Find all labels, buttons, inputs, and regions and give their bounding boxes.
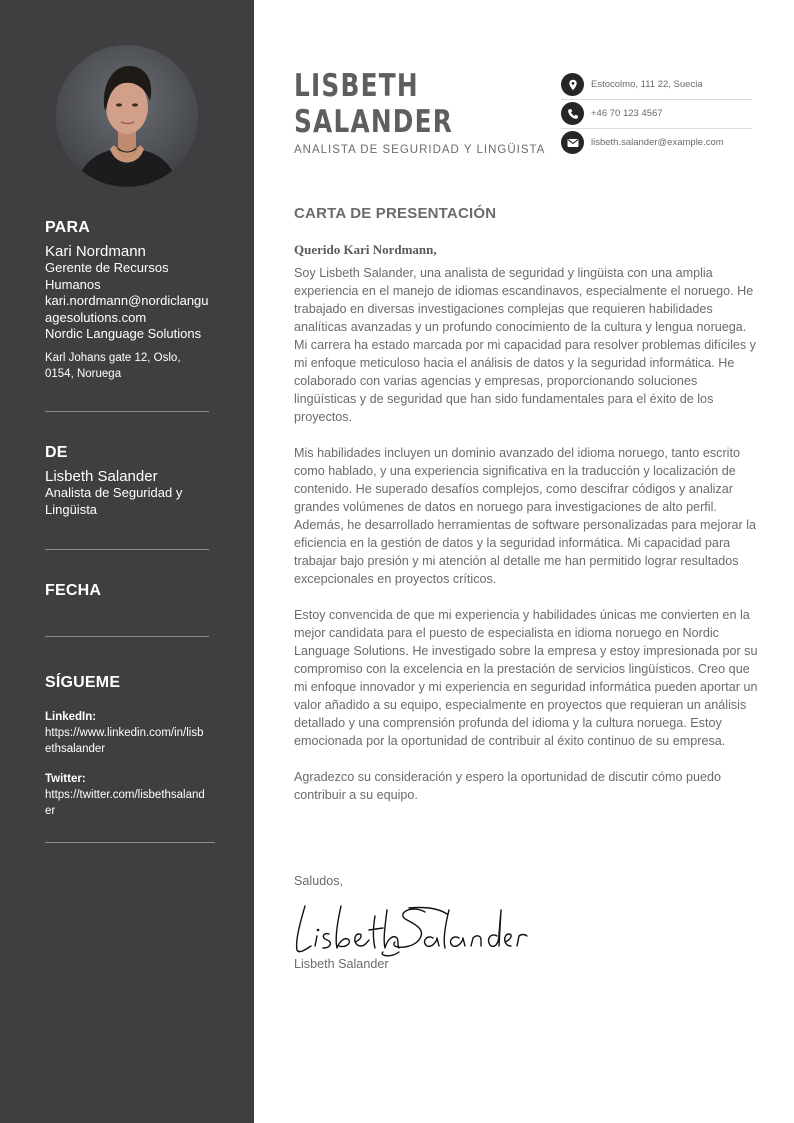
recipient-email[interactable]: kari.nordmann@nordiclanguagesolutions.com <box>45 293 209 325</box>
address-text: Estocolmo, 111 22, Suecia <box>591 79 703 90</box>
letter-paragraph: Soy Lisbeth Salander, una analista de seguridad y lingüista con una amplia experiencia en el manejo de idiomas escandinavos, especialmente el noruego. He trabajado en diversas investigaciones complejas que requieren habilidades analíticas avanzadas y un profundo conocimiento de la cultura y lengua noruega. Mi carrera ha estado marcada por mi capacidad para resolver problemas difíciles y mi enfoque meticuloso hacia el análisis de datos y la seguridad informática. He colaborado con varias agencias y empresas, proporcionando soluciones lingüísticas y de seguridad que han sido fundamentales para el éxito de los proyectos. <box>294 266 756 424</box>
letter-closing: Saludos, <box>294 874 344 888</box>
profile-photo <box>56 45 198 187</box>
sidebar <box>0 0 254 1123</box>
avatar <box>56 45 198 187</box>
job-title: ANALISTA DE SEGURIDAD Y LINGÜISTA <box>294 144 546 156</box>
handwritten-signature <box>291 896 531 965</box>
social-heading: SÍGUEME <box>45 674 121 691</box>
recipient-role: Gerente de Recursos Humanos <box>45 260 169 292</box>
sender-heading: DE <box>45 444 68 461</box>
envelope-icon <box>561 131 584 154</box>
linkedin-link[interactable]: https://www.linkedin.com/in/lisbethsalander <box>45 727 204 755</box>
phone-icon <box>561 102 584 125</box>
recipient-address: Karl Johans gate 12, Oslo, 0154, Noruega <box>45 351 181 380</box>
letter-paragraph: Estoy convencida de que mi experiencia y habilidades únicas me convierten en la mejor candidata para el puesto de especialista en idioma noruego en Nordic Language Solutions. He investigado sobre la empresa y estoy impresionada por su compromiso con la excelencia en la prestación de servicios lingüísticos. Creo que mi enfoque innovador y mi experiencia en seguridad informática pueden aportar un valor añadido a su equipo, especialmente en proyectos que requieran un análisis detallado y una comprensión profunda del idioma y la cultura noruega. Estoy emocionada por la oportunidad de contribuir al éxito continuo de su empresa. <box>294 608 758 748</box>
letter-title: CARTA DE PRESENTACIÓN <box>294 205 497 222</box>
sender-role: Analista de Seguridad y Lingüista <box>45 485 183 517</box>
sender-name: Lisbeth Salander <box>45 468 158 485</box>
letter-paragraph: Mis habilidades incluyen un dominio avanzado del idioma noruego, tanto escrito como hablado, y una experiencia significativa en la traducción y localización de contenido. He superado desafíos complejos, como descifrar códigos y analizar grandes volúmenes de datos en noruego para investigaciones de alto perfil. Además, he desarrollado herramientas de software personalizadas para mejorar la eficiencia en la gestión de datos y la seguridad informática. Mi capacidad para trabajar bajo presión y mi atención al detalle me han permitido lograr resultados excepcionales en proyectos críticos. <box>294 446 757 586</box>
applicant-name <box>294 68 453 140</box>
signature-name: Lisbeth Salander <box>294 957 389 971</box>
location-pin-icon <box>561 73 584 96</box>
letter-salutation: Querido Kari Nordmann, <box>294 242 437 257</box>
recipient-section <box>45 219 215 382</box>
sidebar-divider <box>45 549 209 550</box>
recipient-heading: PARA <box>45 219 90 236</box>
letter-paragraph: Agradezco su consideración y espero la oportunidad de discutir cómo puedo contribuir a su equipo. <box>294 770 722 802</box>
contact-address <box>561 70 752 100</box>
contact-phone <box>561 99 752 129</box>
email-text[interactable]: lisbeth.salander@example.com <box>591 137 724 148</box>
letter-body <box>294 264 760 822</box>
recipient-company: Nordic Language Solutions <box>45 326 202 341</box>
twitter-link[interactable]: https://twitter.com/lisbethsalander <box>45 789 205 817</box>
contact-email <box>561 128 752 157</box>
date-heading: FECHA <box>45 582 102 599</box>
phone-text[interactable]: +46 70 123 4567 <box>591 108 663 119</box>
social-section <box>45 674 215 819</box>
sidebar-divider <box>45 842 215 843</box>
sidebar-divider <box>45 411 209 412</box>
sidebar-divider <box>45 636 209 637</box>
twitter-label: Twitter: <box>45 773 86 785</box>
date-section <box>45 582 215 606</box>
recipient-name: Kari Nordmann <box>45 243 146 260</box>
linkedin-label: LinkedIn: <box>45 711 97 723</box>
first-name: LISBETH <box>294 68 419 104</box>
sender-section <box>45 444 215 518</box>
last-name: SALANDER <box>294 104 454 140</box>
